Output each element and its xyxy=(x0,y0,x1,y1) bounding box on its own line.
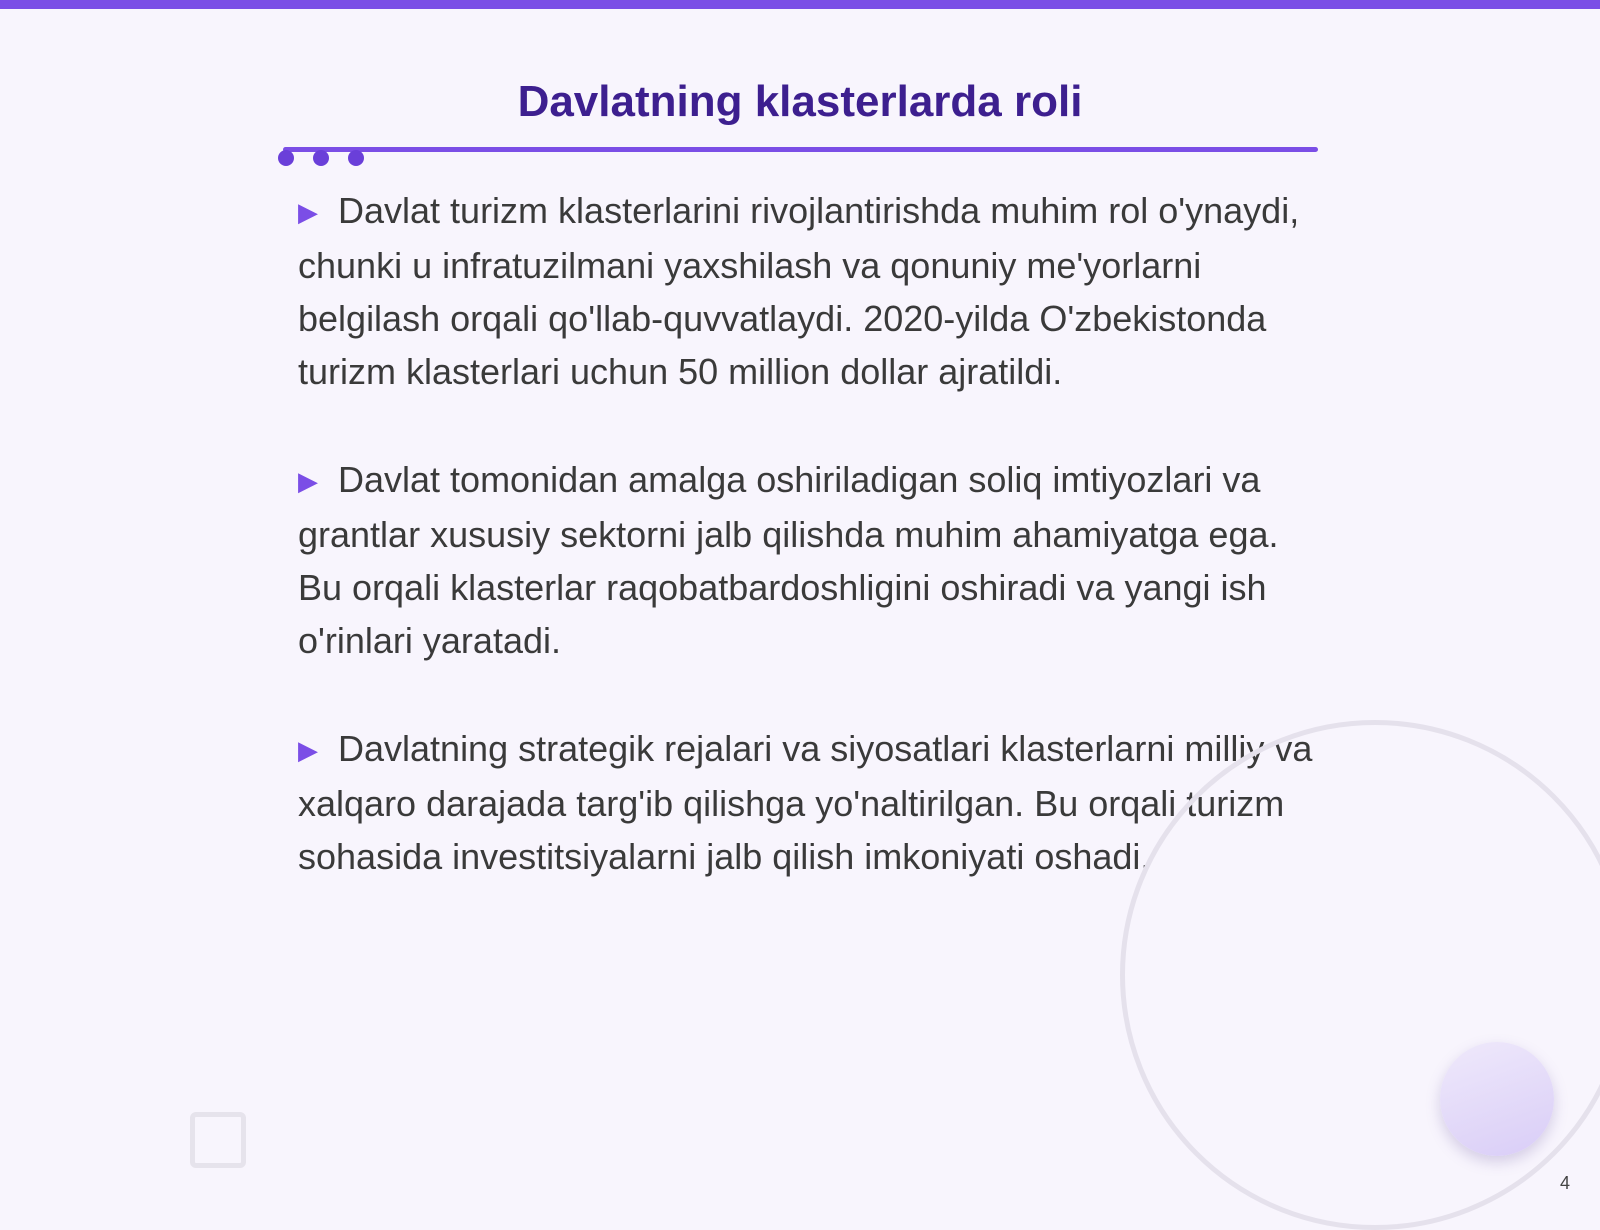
paragraph-text: Davlat turizm klasterlarini rivojlantirishda muhim rol o'ynaydi, chunki u infratuzilmani yaxshilash va qonuniy me'yorlarni belgilash orqali qo'llab-quvvatlaydi. 2020-yilda O'zbekistonda turizm klasterlari uchun 50 million dollar ajratildi. xyxy=(298,190,1300,392)
paragraph-text: Davlatning strategik rejalari va siyosatlari klasterlarni milliy va xalqaro darajada targ'ib qilishga yo'naltirilgan. Bu orqali turizm sohasida investitsiyalarni jalb qilish imkoniyati oshadi. xyxy=(298,728,1313,877)
triangle-bullet-icon: ▶ xyxy=(298,197,318,227)
decorative-circle xyxy=(1440,1042,1554,1156)
slide-title: Davlatning klasterlarda roli xyxy=(517,77,1083,126)
bullet-paragraph-1 xyxy=(298,184,1318,398)
triangle-bullet-icon: ▶ xyxy=(298,735,318,765)
bullet-paragraph-2 xyxy=(298,453,1318,667)
underline-dot-2 xyxy=(313,150,329,166)
triangle-bullet-icon: ▶ xyxy=(298,466,318,496)
underline-dot-1 xyxy=(278,150,294,166)
title-underline xyxy=(283,147,1318,152)
paragraph-text: Davlat tomonidan amalga oshiriladigan soliq imtiyozlari va grantlar xususiy sektorni jalb qilishda muhim ahamiyatga ega. Bu orqali klasterlar raqobatbardoshligini oshiradi va yangi ish o'rinlari yaratadi. xyxy=(298,459,1279,661)
decorative-square-outline xyxy=(190,1112,246,1168)
slide-body xyxy=(298,184,1318,938)
underline-dot-3 xyxy=(348,150,364,166)
top-accent-bar xyxy=(0,0,1600,9)
decorative-ring xyxy=(1120,720,1600,1230)
page-number: 4 xyxy=(1559,1173,1570,1193)
